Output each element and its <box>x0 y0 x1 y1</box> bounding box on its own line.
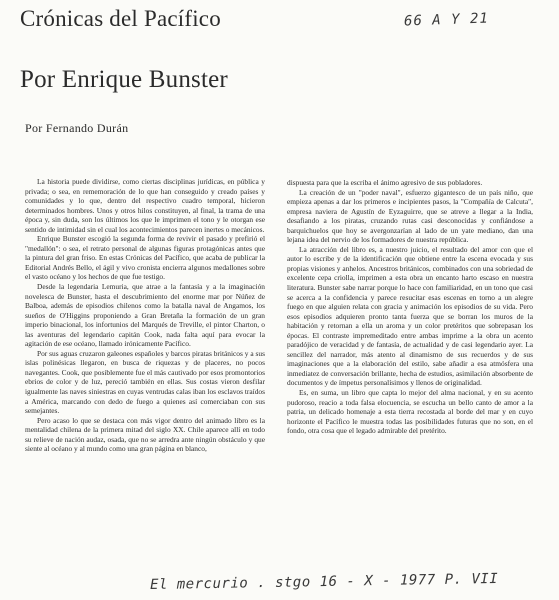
paragraph-continuation: dispuesta para que la escriba el ánimo agresivo de sus pobladores. <box>287 178 483 187</box>
article-byline: Por Fernando Durán <box>25 121 129 135</box>
paragraph: Enrique Bunster escogió la segunda forma de revivir el pasado y prefirió el "medallón": o sea, el retrato personal de algunas figuras protagónicas antes que la pintura del gran friso. En estas Crónicas del Pacífico, que acaba de publicar la Editorial Andrés Bello, el ágil y vivo cronista encierra algunos medallones sobre el vasto océano y los hechos de que fue testigo. <box>25 234 265 282</box>
paragraph: Desde la legendaria Lemuria, que atrae a la fantasía y a la imaginación novelesca de Bunster, hasta el descubrimiento del enorme mar por Núñez de Balboa, además de episodios chilenos como la batalla naval de Angamos, los sueños de O'Higgins proponiendo a Gran Bretaña la formación de un gran imperio binacional, los infortunios del Marqués de Treville, el pintor Charton, o las aventuras del legendario capitán Cook, nada falta aquí para evocar la agitación de ese océano, llamado irónicamente Pacífico. <box>25 282 265 349</box>
paragraph: Es, en suma, un libro que capta lo mejor del alma nacional, y en su acento pudoroso, reacio a toda falsa elocuencia, se escucha un bello canto de amor a la patria, un delicado homenaje a esta tierra recostada al borde del mar y en cuyo horizonte el Pacífico le muestra todas las posibilidades futuras que no son, en el fondo, otra cosa que el legado admirable del pretérito. <box>287 388 533 436</box>
paragraph: La historia puede dividirse, como ciertas disciplinas jurídicas, en pública y privada; o sea, en rememoración de lo que han conseguido y creado países y comunidades y lo que, dentro del respectivo cuadro temporal, hicieron determinados hombres. Unos y otros hilos constituyen, al final, la trama de una época y, sin duda, son los últimos los que le imprimen el tono y le otorgan ese sentido de intimidad sin el cual los acontecimientos parecen inertes o mecánicos. <box>25 177 265 234</box>
article-title-line-2: Por Enrique Bunster <box>20 66 228 93</box>
paragraph: Por sus aguas cruzaron galeones españoles y barcos piratas británicos y a sus islas polinésicas llegaron, en busca de riquezas y de placeres, no pocos navegantes. Cook, que posiblemente fue el más cautivado por esos promontorios ebrios de color y de luz, pereció también en ellas. Sus costas vieron desfilar igualmente las naves siniestras en cuyas ventrudas calas iban los esclavos traídos a América, marcando con dedo de fuego a quienes así comerciaban con sus semejantes. <box>25 348 265 416</box>
article-right-column <box>287 178 533 436</box>
handwritten-catalog-number: 66 A Y 21 <box>403 10 490 30</box>
article-title-line-1: Crónicas del Pacífico <box>20 6 221 31</box>
paragraph: Pero acaso lo que se destaca con más vigor dentro del animado libro es la mentalidad chilena de la primera mitad del siglo XX. Chile aparece allí en todo su relieve de nación audaz, osada, que no se arredra ante ningún obstáculo y que siente al océano y al mundo como una gran página en blanco, <box>25 415 265 454</box>
paragraph: La atracción del libro es, a nuestro juicio, el resultado del amor con que el autor lo escribe y de la identificación que obtiene entre la escena evocada y sus propias visiones y anhelos. Ancestros británicos, combinados con una sobriedad de excelente cepa criolla, imprimen a esta obra un encanto harto escaso en nuestra literatura. Bunster sabe narrar porque lo hace con familiaridad, en un tono que casi se acerca a la confidencia y parece resucitar esas escenas en torno a un alegre fuego en que alguien relata con gracia y animación los episodios de su vida. Pero esos episodios adquieren pronto tanta fuerza que se borran los muros de la habitación y retornan a ella un aroma y un color pretéritos que sobrepasan los épocas. El contraste impremeditado entre ambas imprime a la obra un acento paradójico de veracidad y de fantasía, de actualidad y de casi legendario ayer. La sencillez del narrador, más atento al dinamismo de sus recuerdos y de sus imaginaciones que a la elaboración del estilo, sabe añadir a esa atmósfera una inmediatez de conversación brillante, hecha de estudios, asimilación absorbente de documentos y de ímpetus personalísimos y llenos de originalidad. <box>287 244 533 388</box>
handwritten-source-note: El mercurio . stgo 16 - X - 1977 P. VII <box>149 570 499 594</box>
paragraph: La creación de un "poder naval", esfuerzo gigantesco de un país niño, que empieza apenas a dar los primeros e incipientes pasos, la "Compañía de Calcuta", empresa naviera de Agustín de Eyzaguirre, que se atreve a llegar a la India, desafiando a los piratas, cruzando rutas casi desconocidas y confiándose a barquichuelos que hoy se avergonzarían al lado de un yate mediano, dan una lejana idea del nervio de los formadores de nuestra república. <box>287 187 533 245</box>
article-left-column <box>25 177 265 454</box>
